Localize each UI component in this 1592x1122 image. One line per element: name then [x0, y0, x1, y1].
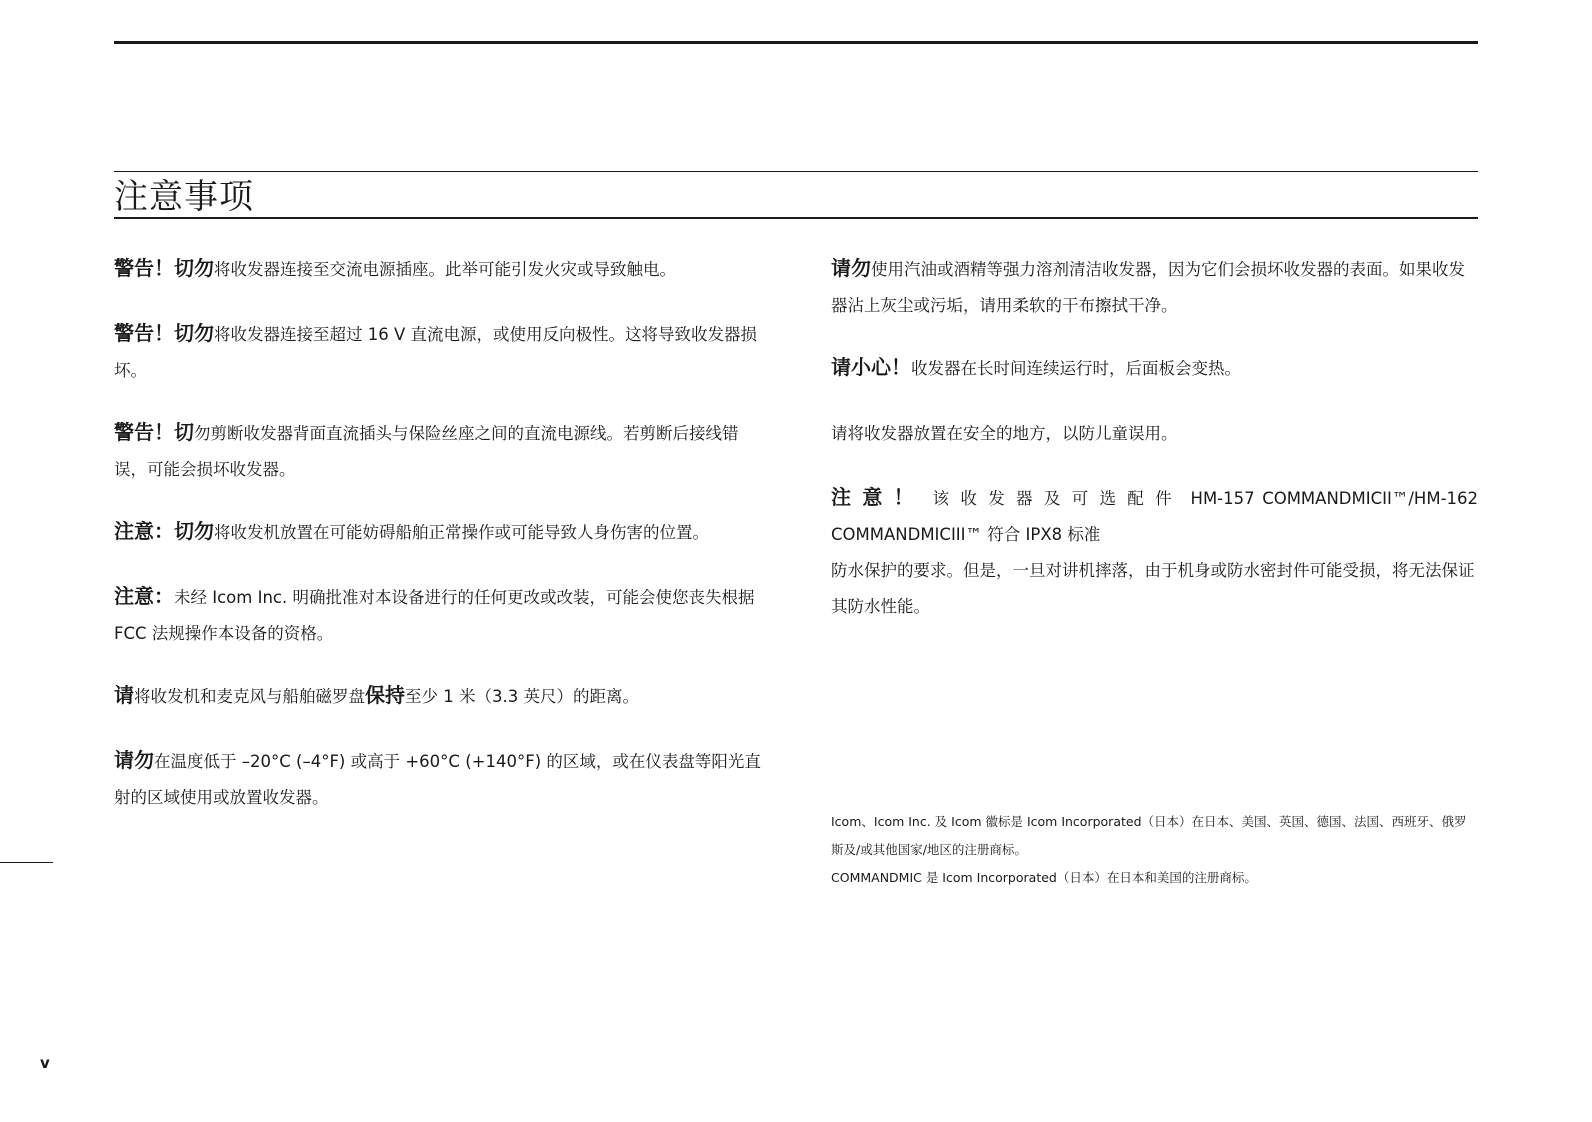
instruction-lead: 请 — [114, 683, 134, 707]
caution-modifications — [114, 578, 764, 652]
caution-lead: 注意：切勿 — [114, 519, 214, 543]
warning-text: 将收发器连接至超过 16 V 直流电源，或使用反向极性。这将导致收发器损坏。 — [114, 325, 758, 380]
warning-text: 将收发器连接至交流电源插座。此举可能引发火灾或导致触电。 — [214, 260, 676, 279]
waterproof-line-3: 防水保护的要求。但是，一旦对讲机摔落，由于机身或防水密封件可能受损，将无法保证其防水性能。 — [831, 561, 1475, 616]
left-column — [114, 250, 764, 816]
heat-caution — [831, 349, 1478, 387]
caution-placement — [114, 513, 764, 551]
instruction-lead: 请勿 — [831, 256, 871, 280]
page-title: 注意事项 — [114, 177, 254, 217]
accessory-models: HM-157 COMMANDMICII™/HM-162 — [1190, 489, 1479, 508]
trademark-note: COMMANDMIC 是 Icom Incorporated（日本）在日本和美国的注册商标。 — [831, 870, 1257, 885]
title-bottom-rule — [114, 217, 1478, 219]
right-column — [831, 250, 1478, 625]
warning-text: 勿剪断收发器背面直流插头与保险丝座之间的直流电源线。若剪断后接线错误，可能会损坏收发器。 — [114, 424, 739, 479]
warning-lead: 警告！切 — [114, 420, 194, 444]
warning-lead: 警告！切勿 — [114, 256, 214, 280]
instruction-text: 至少 1 米（3.3 英尺）的距离。 — [405, 687, 639, 706]
warning-cable — [114, 414, 764, 488]
trademark-notes — [831, 808, 1478, 892]
compass-distance — [114, 677, 764, 715]
caution-text: 将收发机放置在可能妨碍船舶正常操作或可能导致人身伤害的位置。 — [214, 523, 709, 542]
note-text: 该收发器及可选配件 — [932, 489, 1183, 508]
warning-lead: 警告！切勿 — [114, 321, 214, 345]
instruction-text: 请将收发器放置在安全的地方，以防儿童误用。 — [831, 424, 1178, 443]
instruction-text: 将收发机和麦克风与船舶磁罗盘 — [134, 687, 365, 706]
caution-lead: 请小心！ — [831, 355, 911, 379]
caution-lead: 注意： — [114, 584, 174, 608]
page-number: v — [40, 1054, 50, 1072]
warning-dc-power — [114, 315, 764, 389]
instruction-text: 在温度低于 –20°C (–4°F) 或高于 +60°C (+140°F) 的区域，或在仪表盘等阳光直射的区域使用或放置收发器。 — [114, 752, 761, 807]
instruction-emphasis: 保持 — [365, 683, 405, 707]
warning-ac-power — [114, 250, 764, 288]
title-top-rule — [114, 171, 1478, 172]
caution-text: 未经 Icom Inc. 明确批准对本设备进行的任何更改或改装，可能会使您丧失根据 FCC 法规操作本设备的资格。 — [114, 588, 755, 643]
child-safety — [831, 416, 1478, 452]
temperature-warning — [114, 742, 764, 816]
waterproof-note — [831, 479, 1478, 625]
top-rule — [114, 41, 1478, 44]
caution-text: 收发器在长时间连续运行时，后面板会变热。 — [911, 359, 1241, 378]
cleaning-instruction — [831, 250, 1478, 324]
waterproof-line-2: COMMANDMICIII™ 符合 IPX8 标准 — [831, 525, 1101, 544]
note-lead: 注意！ — [831, 485, 925, 509]
trademark-note: Icom、Icom Inc. 及 Icom 徽标是 Icom Incorporated（日本）在日本、美国、英国、德国、法国、西班牙、俄罗斯及/或其他国家/地区的注册商标。 — [831, 814, 1467, 857]
instruction-lead: 请勿 — [114, 748, 154, 772]
waterproof-line-1 — [831, 479, 1478, 517]
instruction-text: 使用汽油或酒精等强力溶剂清洁收发器，因为它们会损坏收发器的表面。如果收发器沾上灰尘或污垢，请用柔软的干布擦拭干净。 — [831, 260, 1465, 315]
margin-rule — [0, 862, 53, 863]
